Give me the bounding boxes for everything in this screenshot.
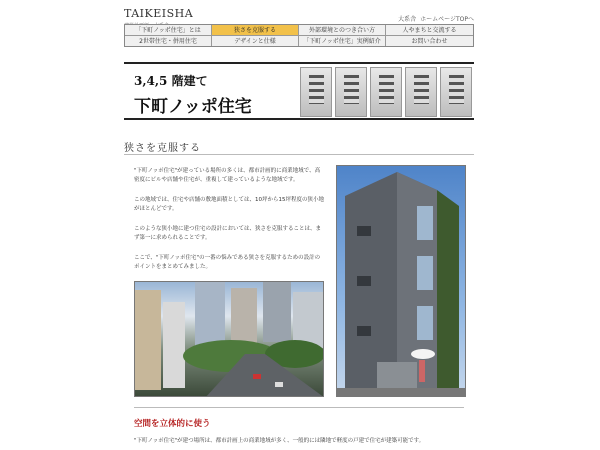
top-links [398, 14, 474, 23]
section-divider [134, 407, 464, 408]
building-photo [336, 165, 466, 397]
building-photo-5 [440, 67, 472, 117]
section-title: 狭さを克服する [124, 143, 201, 154]
site-logo[interactable]: TAIKEISHA [124, 7, 194, 20]
nav-item-design[interactable]: デザインと仕様 [212, 36, 299, 47]
banner-buildings-image [300, 67, 472, 117]
paragraph-4: ここで、"下町ノッポ住宅"の一番の悩みである狭さを克服するための設計のポイントをまとめてみました。 [134, 255, 321, 270]
building-illustration [337, 166, 466, 397]
link-taikeisha[interactable]: 大系舎 [398, 16, 417, 23]
nav-item-environment[interactable]: 外部環境とのつき合い方 [299, 25, 386, 36]
building-photo-2 [335, 67, 367, 117]
main-nav [124, 24, 474, 47]
street-photo [134, 281, 324, 397]
paragraph-2: この地域では、住宅や店舗の敷地面積としては、10坪から15坪程度の狭小地がほとんどです。 [134, 197, 324, 212]
nav-item-overcome-narrowness[interactable]: 狭さを克服する [212, 25, 299, 36]
banner-title: 下町ノッポ住宅 [134, 97, 252, 117]
building-photo-4 [405, 67, 437, 117]
paragraph-1: "下町ノッポ住宅"が建っている場所の多くは、都市計画的に商業地域で、高密度にビルや店舗や住宅が、重複して建っているような地域です。 [134, 168, 321, 183]
page-banner [124, 62, 474, 120]
street-illustration [135, 282, 324, 397]
site-header [124, 8, 474, 22]
sub-paragraph: "下町ノッポ住宅"が建つ場所は、都市計画上の商業地域が多く、一般的には隣地で軽度の戸建で住宅が建築可能です。 [134, 438, 425, 444]
nav-item-community[interactable]: 人やまちと交流する [386, 25, 473, 36]
banner-subtitle: 3,4,5 階建て [134, 74, 208, 88]
sub-heading: 空間を立体的に使う [134, 419, 211, 429]
nav-item-contact[interactable]: お問い合わせ [386, 36, 473, 47]
nav-item-about[interactable]: 「下町ノッポ住宅」とは [125, 25, 212, 36]
nav-item-examples[interactable]: 「下町ノッポ住宅」実例紹介 [299, 36, 386, 47]
paragraph-3: このような狭小地に建つ住宅の設計においては、狭さを克服することは、まず第一に求められることです。 [134, 226, 322, 241]
nav-item-two-family[interactable]: 2世帯住宅・併用住宅 [125, 36, 212, 47]
link-home-top[interactable]: ホームページTOPへ [420, 16, 474, 23]
building-photo-3 [370, 67, 402, 117]
building-photo-1 [300, 67, 332, 117]
content-area [124, 154, 474, 450]
